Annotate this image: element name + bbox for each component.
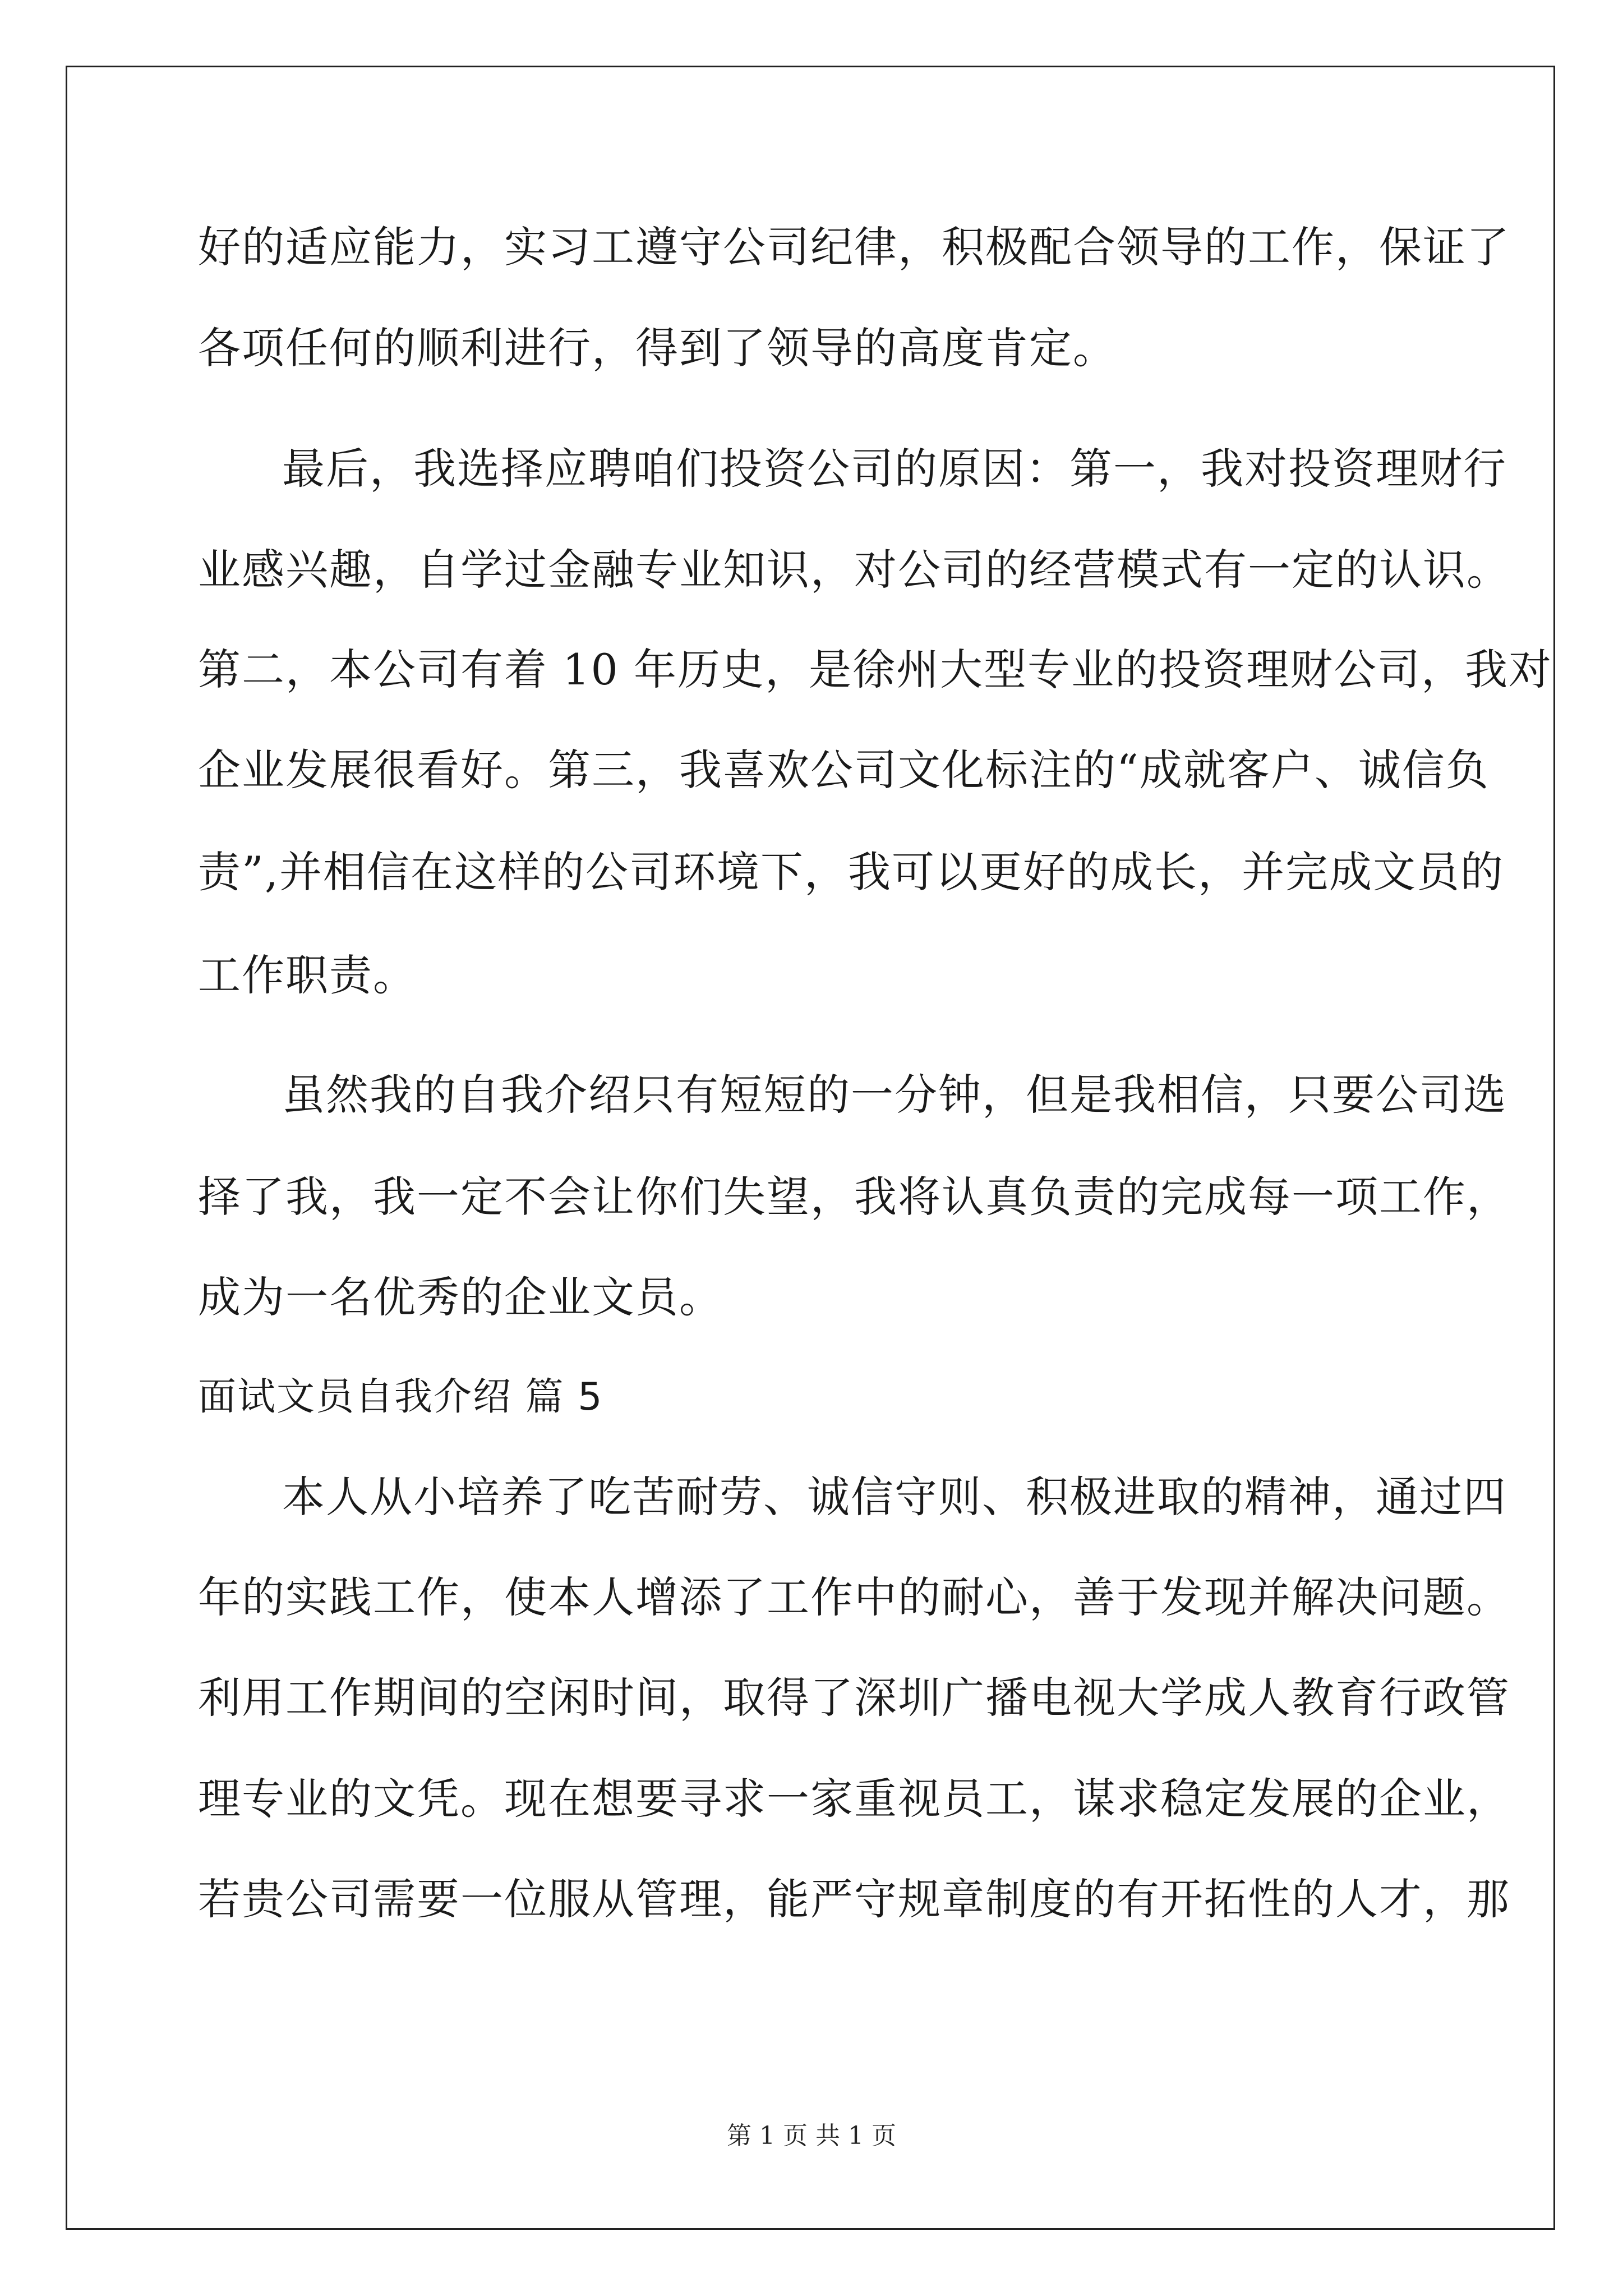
paragraph-2-line-6: 工作职责。 (198, 950, 417, 1000)
page-number-footer: 第 1 页 共 1 页 (727, 2122, 896, 2150)
paragraph-2-line-2: 业感兴趣，自学过金融专业知识，对公司的经营模式有一定的认识。 (198, 545, 1510, 595)
paragraph-2-line-4: 企业发展很看好。第三，我喜欢公司文化标注的“成就客户、诚信负 (198, 745, 1490, 795)
paragraph-4-line-3: 利用工作期间的空闲时间，取得了深圳广播电视大学成人教育行政管 (198, 1673, 1510, 1723)
paragraph-2-line-1: 最后，我选择应聘咱们投资公司的原因：第一，我对投资理财行 (282, 444, 1507, 494)
paragraph-3-line-3: 成为一名优秀的企业文员。 (198, 1272, 723, 1322)
section-heading: 面试文员自我介绍 篇 5 (198, 1375, 603, 1419)
paragraph-2-line-5: 责”,并相信在这样的公司环境下，我可以更好的成长，并完成文员的 (198, 847, 1505, 897)
paragraph-4-line-4: 理专业的文凭。现在想要寻求一家重视员工，谋求稳定发展的企业， (198, 1774, 1510, 1824)
paragraph-3-line-2: 择了我，我一定不会让你们失望，我将认真负责的完成每一项工作， (198, 1172, 1510, 1222)
paragraph-4-line-2: 年的实践工作，使本人增添了工作中的耐心，善于发现并解决问题。 (198, 1572, 1510, 1622)
paragraph-1-line-2: 各项任何的顺利进行，得到了领导的高度肯定。 (198, 323, 1117, 373)
paragraph-4-line-5: 若贵公司需要一位服从管理，能严守规章制度的有开拓性的人才，那 (198, 1874, 1510, 1924)
paragraph-1-line-1: 好的适应能力，实习工遵守公司纪律，积极配合领导的工作，保证了 (198, 222, 1510, 272)
paragraph-4-line-1: 本人从小培养了吃苦耐劳、诚信守则、积极进取的精神，通过四 (282, 1472, 1507, 1522)
paragraph-3-line-1: 虽然我的自我介绍只有短短的一分钟，但是我相信，只要公司选 (282, 1070, 1507, 1120)
paragraph-2-line-3: 第二，本公司有着 10 年历史，是徐州大型专业的投资理财公司，我对 (198, 645, 1553, 694)
